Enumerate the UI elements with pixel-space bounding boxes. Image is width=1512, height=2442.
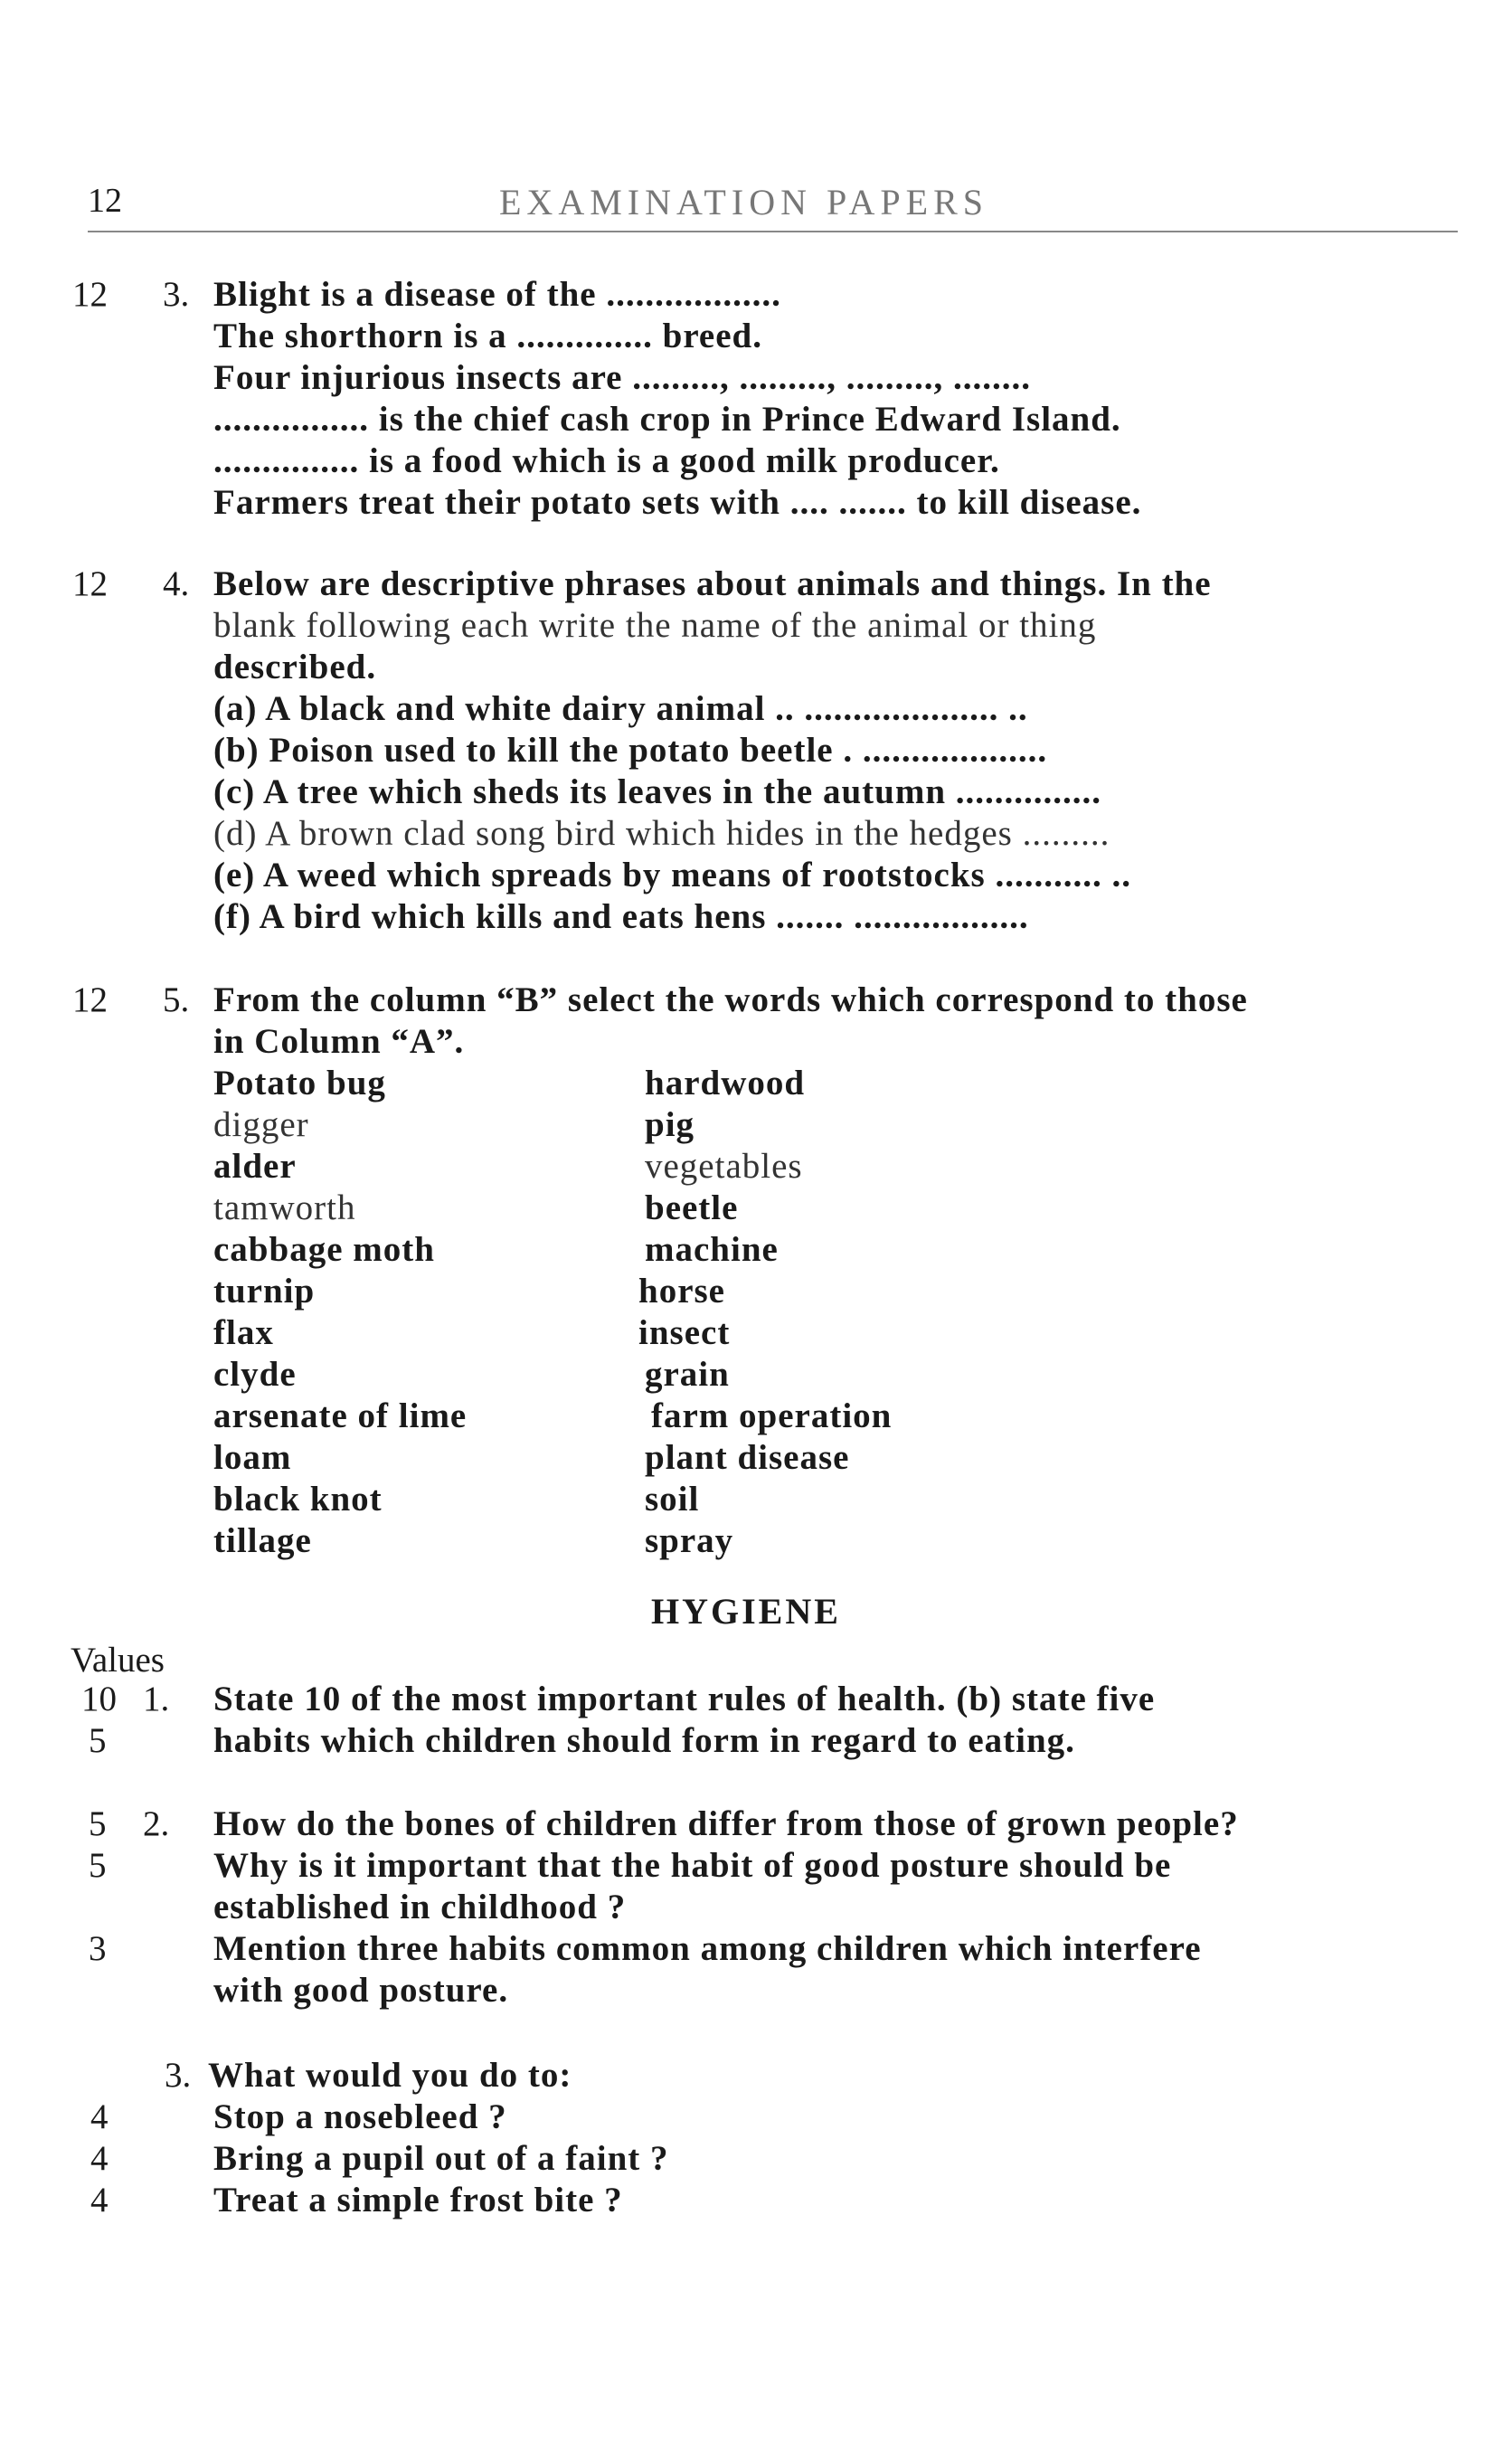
column-a-item: clyde bbox=[213, 1355, 297, 1394]
hq2-line-5: with good posture. bbox=[213, 1971, 509, 2010]
q3-line-4: ................ is the chief cash crop in Prince Edward Island. bbox=[213, 400, 1121, 439]
hq2-value-2: 5 bbox=[89, 1846, 107, 1885]
hq2-line-3: established in childhood ? bbox=[213, 1888, 627, 1926]
q4-item-c: (c) A tree which sheds its leaves in the autumn ............... bbox=[213, 772, 1102, 811]
column-b-item: vegetables bbox=[645, 1147, 803, 1186]
q4-item-e: (e) A weed which spreads by means of rootstocks ........... .. bbox=[213, 856, 1131, 894]
q5-value: 12 bbox=[72, 980, 108, 1019]
column-b-item: soil bbox=[645, 1480, 700, 1519]
hq3-line-4: Treat a simple frost bite ? bbox=[213, 2181, 623, 2220]
q3-line-3: Four injurious insects are ........., ........., ........., ........ bbox=[213, 358, 1031, 397]
q5-line-2: in Column “A”. bbox=[213, 1022, 465, 1061]
hq3-value-3: 4 bbox=[90, 2181, 109, 2220]
header-rule bbox=[88, 231, 1458, 232]
q4-line-2: blank following each write the name of the animal or thing bbox=[213, 606, 1097, 645]
q4-item-a: (a) A black and white dairy animal .. .................... .. bbox=[213, 689, 1028, 728]
q4-item-d: (d) A brown clad song bird which hides in the hedges ......... bbox=[213, 814, 1110, 853]
q3-line-2: The shorthorn is a .............. breed. bbox=[213, 317, 762, 355]
q3-value: 12 bbox=[72, 275, 108, 314]
hq3-line-3: Bring a pupil out of a faint ? bbox=[213, 2139, 669, 2178]
q4-item-b: (b) Poison used to kill the potato beetle . ................... bbox=[213, 731, 1048, 770]
section-heading-hygiene: HYGIENE bbox=[651, 1591, 841, 1632]
column-b-item: beetle bbox=[645, 1188, 739, 1227]
q3-line-1: Blight is a disease of the .................. bbox=[213, 275, 781, 314]
column-a-item: digger bbox=[213, 1105, 309, 1144]
column-b-item: plant disease bbox=[645, 1438, 850, 1477]
q4-line-1: Below are descriptive phrases about animals and things. In the bbox=[213, 564, 1212, 603]
hq2-value-1: 5 bbox=[89, 1804, 107, 1843]
column-a-item: black knot bbox=[213, 1480, 383, 1519]
page-number: 12 bbox=[88, 182, 122, 220]
running-header-title: EXAMINATION PAPERS bbox=[499, 182, 989, 222]
q5-line-1: From the column “B” select the words which correspond to those bbox=[213, 980, 1248, 1019]
column-b-item: machine bbox=[645, 1230, 779, 1269]
column-b-item: grain bbox=[645, 1355, 730, 1394]
values-column-label: Values bbox=[71, 1641, 165, 1680]
hq3-value-1: 4 bbox=[90, 2097, 109, 2136]
q3-line-6: Farmers treat their potato sets with .... ....... to kill disease. bbox=[213, 483, 1142, 522]
column-b-item: pig bbox=[645, 1105, 695, 1144]
q5-number: 5. bbox=[163, 980, 190, 1019]
column-a-item: arsenate of lime bbox=[213, 1396, 468, 1435]
hq1-value-2: 5 bbox=[89, 1721, 107, 1760]
hq2-line-1: How do the bones of children differ from those of grown people? bbox=[213, 1804, 1239, 1843]
column-b-item: spray bbox=[645, 1521, 734, 1560]
hq2-number: 2. bbox=[143, 1804, 170, 1843]
hq2-line-2: Why is it important that the habit of good posture should be bbox=[213, 1846, 1172, 1885]
column-a-item: Potato bug bbox=[213, 1064, 386, 1103]
q3-line-5: ............... is a food which is a good milk producer. bbox=[213, 441, 1000, 480]
column-a-item: cabbage moth bbox=[213, 1230, 435, 1269]
hq1-line-1: State 10 of the most important rules of health. (b) state five bbox=[213, 1680, 1156, 1718]
q3-number: 3. bbox=[163, 275, 190, 314]
column-b-item: farm operation bbox=[651, 1396, 893, 1435]
column-b-item: horse bbox=[638, 1272, 725, 1311]
column-a-item: tillage bbox=[213, 1521, 312, 1560]
column-a-item: turnip bbox=[213, 1272, 316, 1311]
q4-line-3: described. bbox=[213, 648, 377, 686]
hq1-line-2: habits which children should form in regard to eating. bbox=[213, 1721, 1075, 1760]
q4-item-f: (f) A bird which kills and eats hens ....... .................. bbox=[213, 897, 1029, 936]
column-a-item: loam bbox=[213, 1438, 292, 1477]
column-a-item: flax bbox=[213, 1313, 274, 1352]
q4-number: 4. bbox=[163, 564, 190, 603]
column-a-item: tamworth bbox=[213, 1188, 356, 1227]
hq1-number: 1. bbox=[143, 1680, 170, 1718]
hq1-value-1: 10 bbox=[81, 1680, 117, 1718]
column-b-item: hardwood bbox=[645, 1064, 806, 1103]
hq3-line-1: What would you do to: bbox=[208, 2056, 572, 2095]
hq3-value-2: 4 bbox=[90, 2139, 109, 2178]
hq2-value-3: 3 bbox=[89, 1929, 107, 1968]
q4-value: 12 bbox=[72, 564, 108, 603]
hq2-line-4: Mention three habits common among children which interfere bbox=[213, 1929, 1202, 1968]
hq3-line-2: Stop a nosebleed ? bbox=[213, 2097, 507, 2136]
hq3-number: 3. bbox=[165, 2056, 192, 2095]
column-b-item: insect bbox=[638, 1313, 731, 1352]
column-a-item: alder bbox=[213, 1147, 297, 1186]
